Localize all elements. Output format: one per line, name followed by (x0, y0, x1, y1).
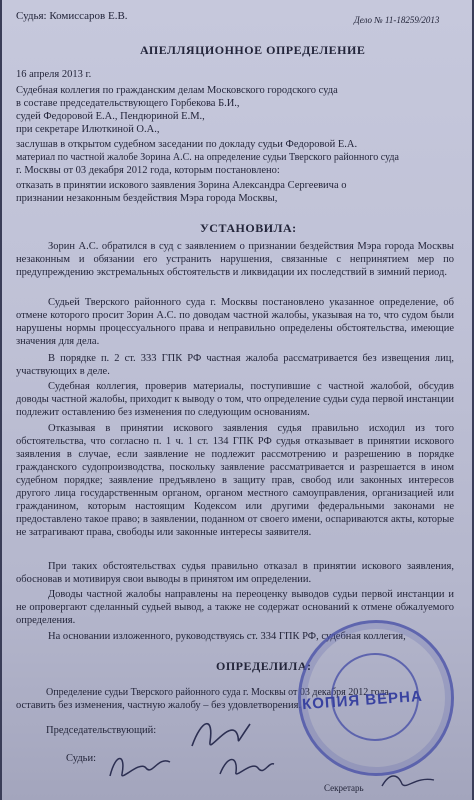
judge-signature (106, 746, 176, 786)
document-title: АПЕЛЛЯЦИОННОЕ ОПРЕДЕЛЕНИЕ (140, 43, 366, 57)
secretary-label: Секретарь (324, 783, 364, 793)
intro-line: признании незаконным бездействия Мэра города Москвы, (16, 193, 278, 204)
intro-line: при секретаре Илюткиной О.А., (16, 124, 160, 135)
paragraph: Доводы частной жалобы направлены на переоценку выводов судьи первой инстанции и не опровергают сделанный судьей вывод, а также не содержат оснований к отмене обжалуемого определения. (16, 589, 454, 626)
paragraph: В порядке п. 2 ст. 333 ГПК РФ частная жалоба рассматривается без извещения лиц, участвующих в деле. (16, 353, 454, 377)
judge-signature (216, 750, 276, 784)
intro-line: Судебная коллегия по гражданским делам Московского городского суда (16, 85, 338, 96)
paragraph: Зорин А.С. обратился в суд с заявлением о признании бездействия Мэра города Москвы незаконным и обязании его устранить нарушения, связанные с непринятием мер по предупреждению экстремальных обстоятельств и ликвидации их последствий в зимний период. (16, 241, 454, 278)
chair-label: Председательствующий: (46, 725, 157, 736)
intro-line: судей Федоровой Е.А., Пендюриной Е.М., (16, 111, 205, 122)
section-determined: ОПРЕДЕЛИЛА: (216, 659, 312, 673)
document-page (2, 0, 472, 800)
certified-copy-stamp: КОПИЯ ВЕРНА (301, 687, 424, 714)
intro-line: заслушав в открытом судебном заседании по докладу судьи Федоровой Е.А. (16, 139, 358, 150)
intro-line: материал по частной жалобе Зорина А.С. на определение судьи Тверского районного суда (16, 152, 399, 163)
case-number: Дело № 11-18259/2013 (354, 15, 440, 25)
section-established: УСТАНОВИЛА: (200, 221, 297, 235)
ruling-line: оставить без изменения, частную жалобу – без удовлетворения. (16, 700, 302, 711)
paragraph: Судебная коллегия, проверив материалы, поступившие с частной жалобой, обсудив доводы частной жалобы, приходит к выводу о том, что определение судьи суда первой инстанции подлежит оставлению без изменения по следующим основаниям. (16, 381, 454, 418)
paragraph: Судьей Тверского районного суда г. Москвы постановлено указанное определение, об отмене которого просит Зорин А.С. по доводам частной жалобы, указывая на то, что судом были нарушены нормы процессуального права и неправильно определены обстоятельства, имеющие значения для дела. (16, 297, 454, 347)
intro-line: отказать в принятии искового заявления Зорина Александра Сергеевича о (16, 180, 347, 191)
ruling-line: Определение судьи Тверского районного суда г. Москвы от 03 декабря 2012 года (46, 687, 389, 698)
judges-label: Судьи: (66, 753, 96, 764)
paragraph: На основании изложенного, руководствуясь ст. 334 ГПК РФ, судебная коллегия, (48, 631, 406, 642)
paragraph: При таких обстоятельствах судья правильно отказал в принятии искового заявления, обосновав и мотивируя свои выводы в принятом им определении. (16, 561, 454, 585)
judge-line: Судья: Комиссаров Е.В. (16, 10, 128, 22)
document-date: 16 апреля 2013 г. (16, 69, 92, 80)
intro-line: в составе председательствующего Горбекова Б.И., (16, 98, 240, 109)
intro-line: г. Москвы от 03 декабря 2012 года, которым постановлено: (16, 165, 280, 176)
paragraph: Отказывая в принятии искового заявления судья правильно исходил из того обстоятельства, что согласно п. 1 ч. 1 ст. 134 ГПК РФ судья отказывает в принятии искового заявления в случае, если заявление не подлежит рассмотрению и разрешению в порядке гражданского судопроизводства, поскольку заявление рассматривается и разрешается в ином судебном порядке; заявление предъявлено в защиту прав, свобод или законных интересов другого лица государственным органом, органом местного самоуправления, организацией или гражданином, которым настоящим Кодексом или другими федеральными законами не предоставлено такое право; в заявлении, поданном от своего имени, оспариваются акты, которые не затрагивают права, свободы или законные интересы заявителя. (16, 423, 454, 538)
